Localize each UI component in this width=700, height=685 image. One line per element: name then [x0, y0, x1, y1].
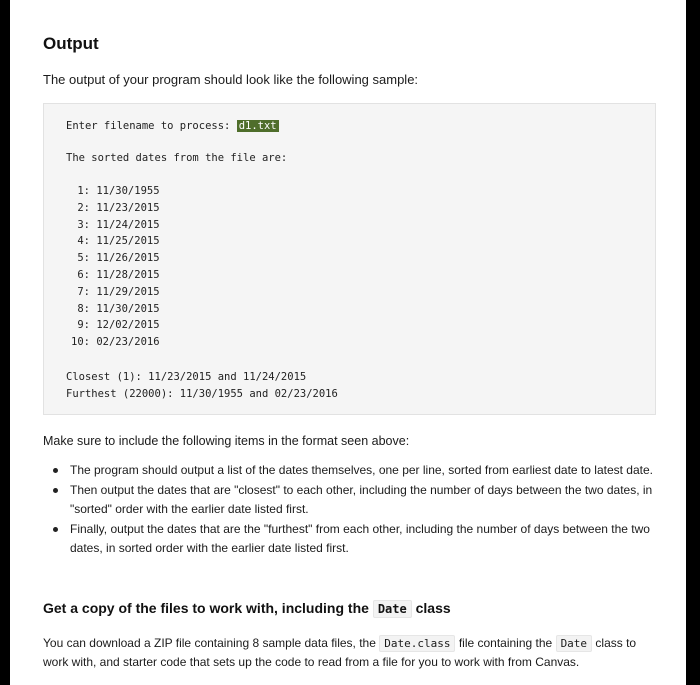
- date-row: [66, 319, 160, 331]
- download-text-2: file containing the: [458, 636, 553, 650]
- date-value: 11/30/2015: [96, 302, 160, 315]
- date-index: 2:: [77, 201, 90, 214]
- copy-title-suffix: class: [415, 600, 451, 616]
- prompt-line: [66, 120, 279, 132]
- list-item: [43, 481, 653, 520]
- sample-output-block: [43, 103, 656, 415]
- requirement-text: Finally, output the dates that are the "furthest" from each other, including the number of days between the two dates, in sorted order with the earlier date listed first.: [70, 521, 650, 555]
- date-index: 9:: [77, 319, 90, 332]
- date-value: 11/29/2015: [96, 285, 160, 298]
- date-code: Date: [556, 635, 593, 652]
- date-index: 3:: [77, 218, 90, 231]
- date-row: [66, 185, 160, 197]
- date-value: 11/26/2015: [96, 252, 160, 265]
- furthest-line: Furthest (22000): 11/30/1955 and 02/23/2016: [66, 388, 338, 400]
- copy-title-text: Get a copy of the files to work with, including the: [43, 600, 369, 616]
- date-value: 11/28/2015: [96, 269, 160, 281]
- requirements-list: [43, 461, 653, 559]
- prompt-text: Enter filename to process:: [66, 120, 231, 132]
- date-class-code: Date: [373, 600, 412, 618]
- right-edge-bar: [686, 0, 700, 685]
- date-index: 10:: [71, 336, 90, 349]
- copy-files-heading: [43, 600, 451, 616]
- bullet-icon: [53, 468, 58, 473]
- date-value: 12/02/2015: [96, 319, 160, 332]
- date-index: 5:: [77, 252, 90, 265]
- closest-line: Closest (1): 11/23/2015 and 11/24/2015: [66, 371, 307, 383]
- date-row: [66, 336, 160, 348]
- filename-input-highlight: d1.txt: [238, 120, 277, 132]
- date-value: 02/23/2016: [96, 336, 160, 349]
- date-value: 11/25/2015: [96, 235, 160, 248]
- requirement-text: The program should output a list of the dates themselves, one per line, sorted from earliest date to latest date.: [70, 463, 653, 477]
- bullet-icon: [53, 527, 58, 532]
- date-row: [66, 303, 160, 315]
- document-page: [10, 0, 686, 685]
- sorted-header: The sorted dates from the file are:: [66, 152, 288, 164]
- date-index: 4:: [77, 235, 90, 248]
- date-value: 11/24/2015: [96, 218, 160, 231]
- date-row: [66, 202, 160, 214]
- date-row: [66, 286, 160, 298]
- date-row: [66, 235, 160, 247]
- download-paragraph: [43, 634, 658, 672]
- date-value: 11/23/2015: [96, 201, 160, 214]
- list-item: [43, 461, 653, 481]
- intro-text: The output of your program should look like the following sample:: [43, 72, 419, 87]
- list-item: [43, 520, 653, 559]
- requirement-text: Then output the dates that are "closest" to each other, including the number of days between the two dates, in "sorted" order with the earlier date listed first.: [70, 482, 653, 516]
- section-title: Output: [43, 34, 99, 53]
- date-index: 8:: [77, 302, 90, 315]
- download-text-1: You can download a ZIP file containing 8 sample data files, the: [43, 636, 376, 650]
- date-row: [66, 219, 160, 231]
- date-row: [66, 269, 160, 281]
- date-index: 7:: [77, 285, 90, 298]
- date-class-file-code: Date.class: [379, 635, 455, 652]
- date-index: 1:: [77, 185, 90, 197]
- download-text-3: class to work with, and starter code that sets up the code to read from a file for you to work with from Canvas.: [43, 636, 637, 669]
- date-index: 6:: [77, 269, 90, 281]
- date-value: 11/30/1955: [96, 185, 160, 197]
- bullet-icon: [53, 488, 58, 493]
- date-row: [66, 252, 160, 264]
- make-sure-text: Make sure to include the following items in the format seen above:: [43, 434, 410, 448]
